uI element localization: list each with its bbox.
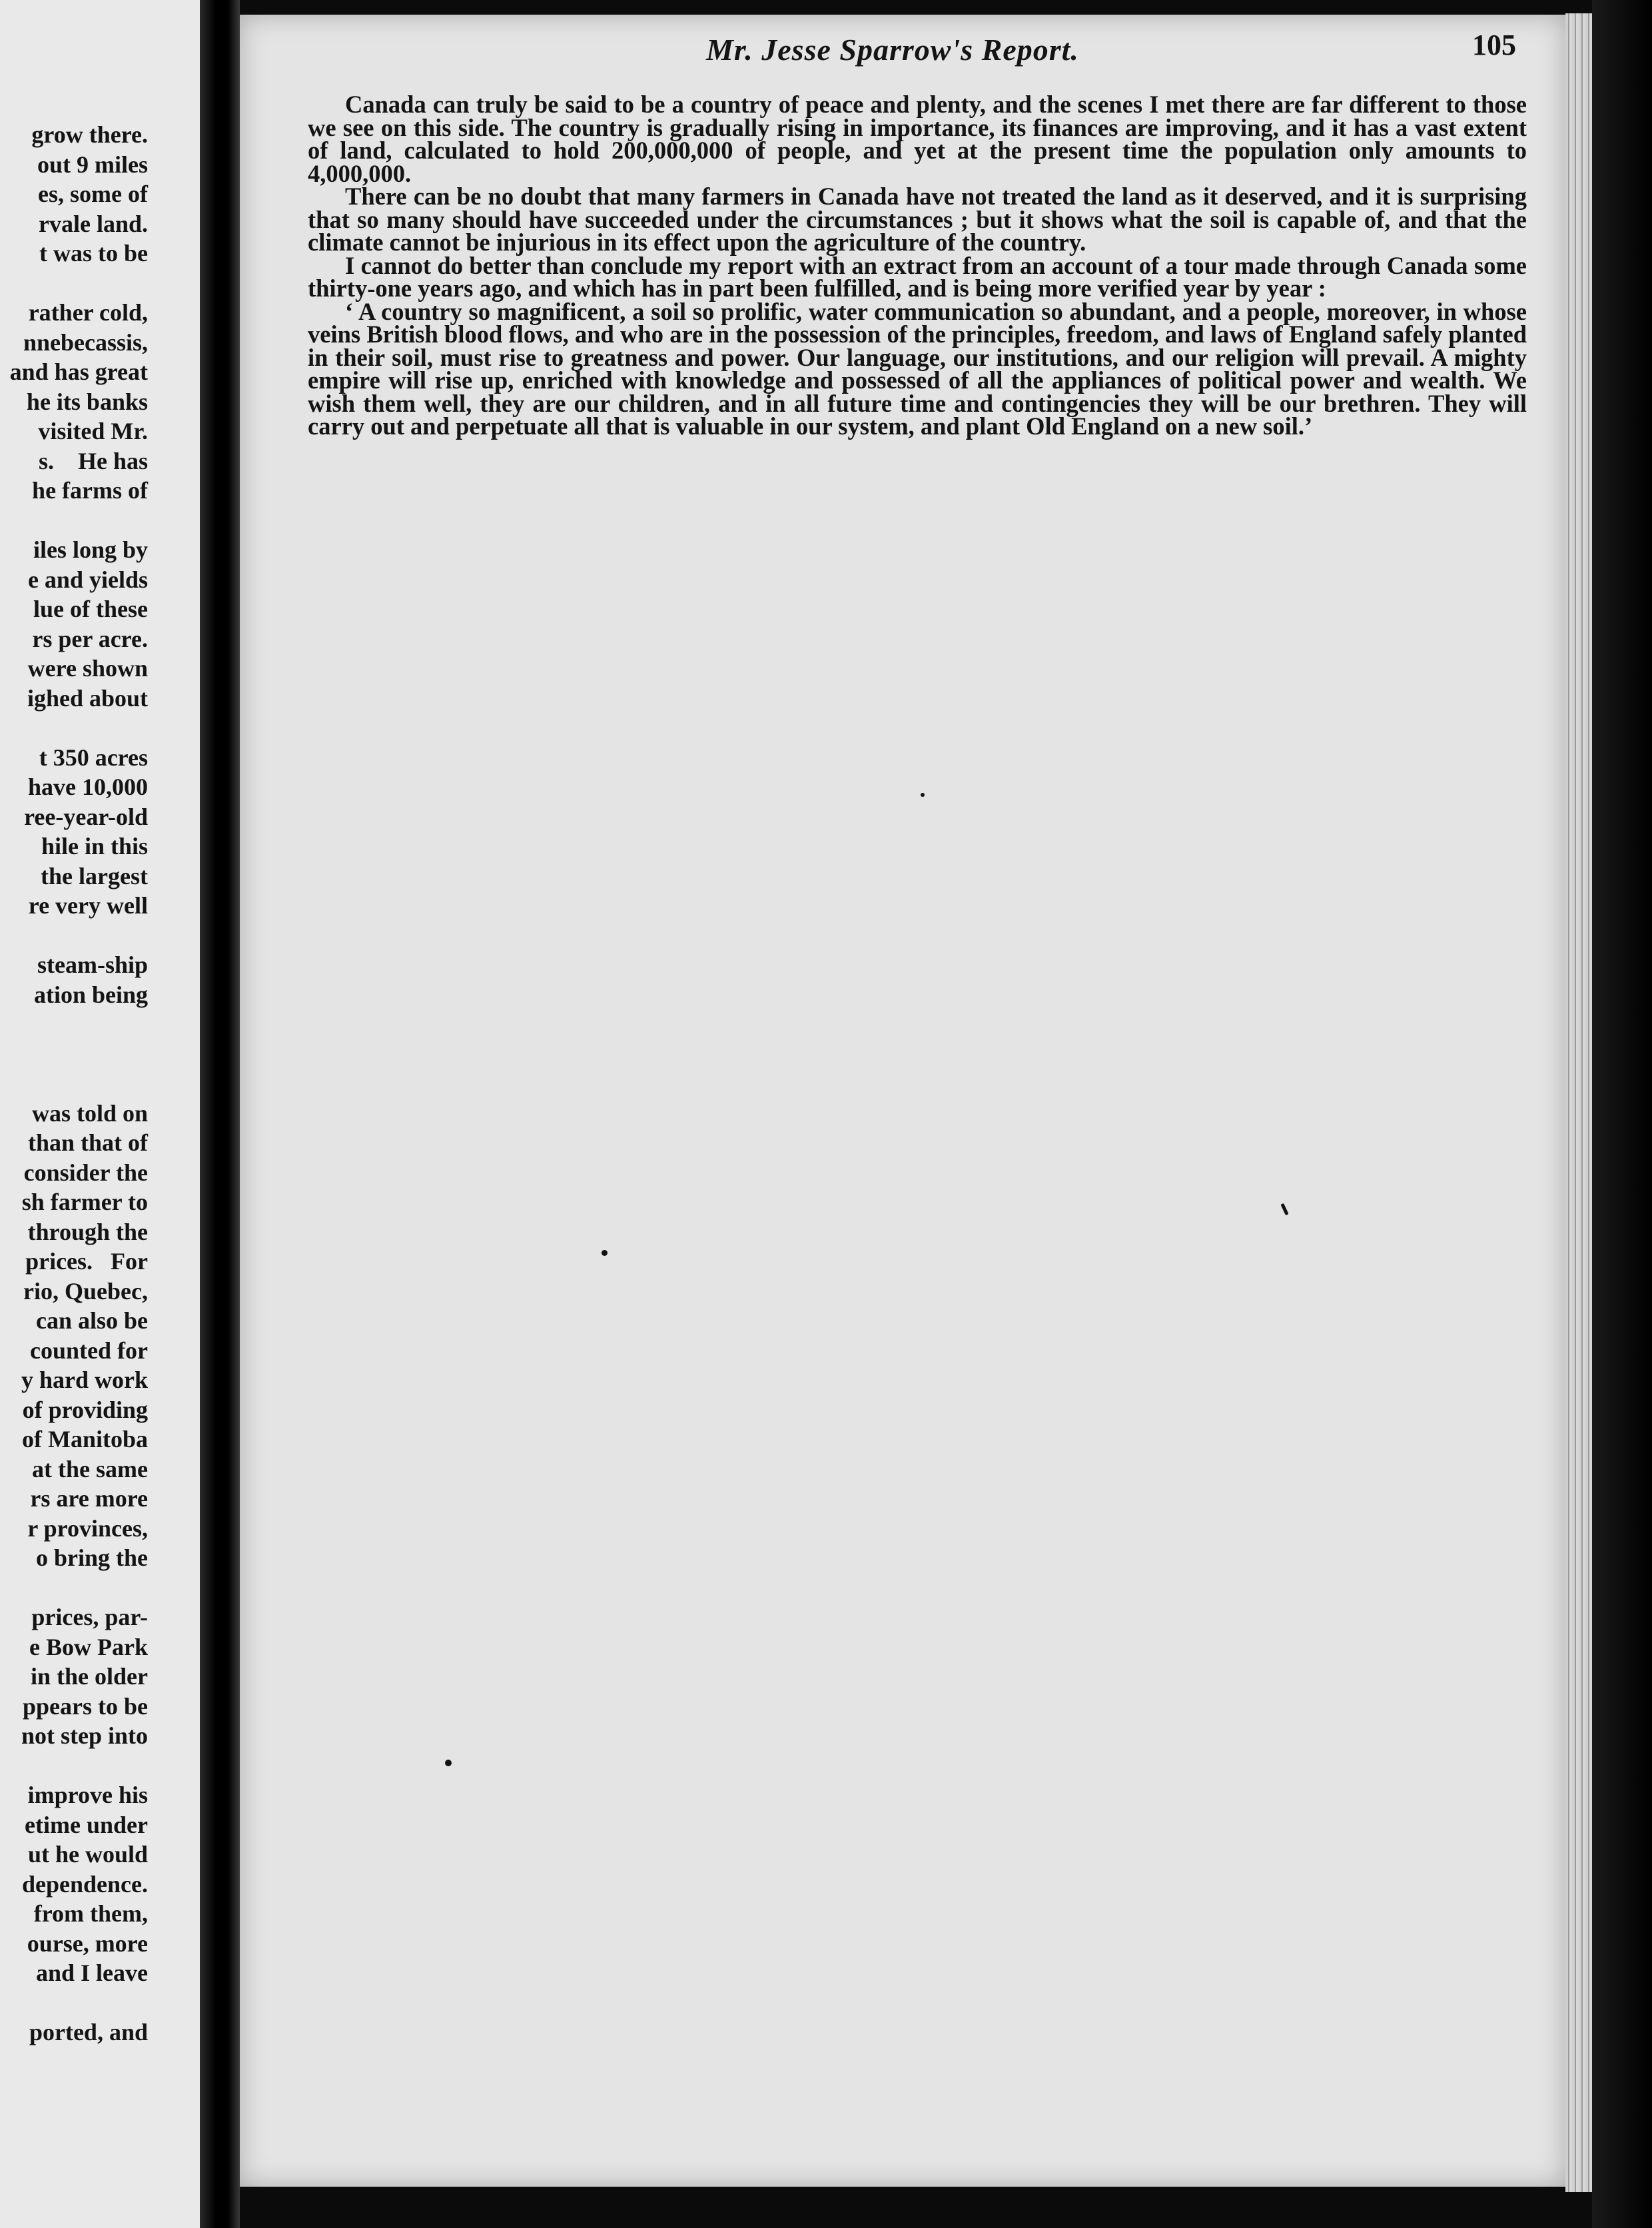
previous-page-line: was told on [31, 1099, 148, 1127]
scan-speck [445, 1760, 452, 1766]
previous-page-line [10, 506, 148, 536]
previous-page-line: nnebecassis, [23, 328, 148, 356]
previous-page-line: he farms of [32, 477, 148, 504]
previous-page-line: ppears to be [23, 1692, 148, 1720]
scan-speck [602, 1250, 608, 1256]
previous-page-line: he its banks [26, 388, 148, 415]
previous-page-line: es, some of [38, 181, 148, 207]
previous-page-line: ported, and [29, 2019, 148, 2045]
previous-page-line [10, 269, 148, 298]
previous-page-line: counted for [30, 1337, 148, 1364]
previous-page-line: ourse, more [27, 1930, 148, 1957]
previous-page-line: were shown [27, 655, 148, 682]
previous-page-line: improve his [27, 1782, 148, 1808]
previous-page-line: e and yields [27, 566, 148, 593]
previous-page-line [10, 1009, 148, 1039]
previous-page-line [10, 713, 148, 743]
previous-page-line [10, 921, 148, 951]
previous-page-line: prices, par- [31, 1604, 148, 1630]
previous-page-line: rio, Quebec, [23, 1277, 148, 1305]
previous-page-line: grow there. [31, 121, 148, 148]
previous-page-line: t 350 acres [39, 744, 148, 771]
previous-page-line: the largest [41, 862, 148, 889]
previous-page-line: rs are more [30, 1485, 148, 1512]
previous-page-line: from them, [33, 1900, 148, 1927]
previous-page-line: than that of [27, 1129, 148, 1156]
body-text [308, 93, 1527, 438]
previous-page-fragment [0, 0, 200, 2228]
previous-page-line: and has great [9, 358, 148, 385]
previous-page-line [10, 1988, 148, 2018]
previous-page-line: rather cold, [28, 299, 148, 326]
previous-page-line: y hard work [21, 1367, 148, 1393]
previous-page-line: of Manitoba [22, 1426, 148, 1452]
previous-page-line: dependence. [22, 1870, 148, 1898]
running-head: Mr. Jesse Sparrow's Report. [706, 33, 1079, 67]
previous-page-text [10, 120, 148, 2047]
previous-page-line: through the [27, 1218, 148, 1245]
page-number: 105 [1472, 29, 1516, 61]
previous-page-line: steam-ship [37, 951, 148, 978]
previous-page-line: sh farmer to [21, 1189, 148, 1215]
previous-page-line: o bring the [35, 1544, 148, 1571]
previous-page-line: in the older [31, 1663, 148, 1690]
book-gutter [200, 0, 240, 2228]
previous-page-line: not step into [21, 1722, 148, 1749]
paragraph: I cannot do better than conclude my report with an extract from an account of a tour made through Canada some thirty-one years ago, and which has in part been fulfilled, and is being more verified year by year : [308, 251, 1527, 302]
previous-page-line: have 10,000 [28, 774, 148, 800]
previous-page-line: iles long by [33, 536, 148, 563]
scan-speck [921, 793, 925, 797]
previous-page-line: rs per acre. [32, 625, 148, 652]
previous-page-line [10, 1573, 148, 1603]
previous-page-line: ree-year-old [24, 803, 148, 830]
previous-page-line: e Bow Park [29, 1633, 148, 1660]
previous-page-line: consider the [23, 1159, 148, 1186]
paragraph: ‘ A country so magnificent, a soil so prolific, water communication so abundant, and a people, moreover, in whose veins British blood flows, and who are in the possession of the principles, freedom, and laws of England safely planted in their soil, must rise to greatness and power. Our language, our institutions, and our religion will prevail. A mighty empire will rise up, enriched with knowledge and possessed of all the appliances of political power and wealth. We wish them well, they are our children, and in all future time and contingencies they will be our brethren. They will carry out and perpetuate all that is valuable in our system, and plant Old England on a new soil.’ [308, 297, 1527, 440]
previous-page-line: at the same [32, 1455, 148, 1482]
previous-page-line: ut he would [27, 1841, 148, 1868]
previous-page-line [10, 1039, 148, 1069]
previous-page-line: and I leave [35, 1959, 148, 1986]
previous-page-line: can also be [35, 1307, 148, 1334]
previous-page-line: hile in this [41, 833, 148, 859]
previous-page-line: t was to be [39, 240, 148, 267]
previous-page-line [10, 1751, 148, 1781]
previous-page-line: lue of these [33, 596, 148, 622]
previous-page-line: of providing [22, 1396, 148, 1423]
paragraph: Canada can truly be said to be a country of peace and plenty, and the scenes I met there are far different to those we see on this side. The country is gradually rising in importance, its finances are improving, and it has a vast extent of land, calculated to hold 200,000,000 of people, and yet at the present time the population only amounts to 4,000,000. [308, 91, 1527, 187]
previous-page-line: out 9 miles [37, 151, 148, 178]
page-edges [1565, 13, 1592, 2192]
previous-page-line: prices. For [25, 1248, 148, 1275]
previous-page-line: s. He has [38, 447, 148, 474]
previous-page-line: etime under [25, 1811, 148, 1838]
previous-page-line: rvale land. [38, 210, 148, 237]
previous-page-line: ighed about [27, 684, 148, 712]
previous-page-line: ation being [33, 981, 148, 1008]
previous-page-line: visited Mr. [38, 418, 148, 444]
previous-page-line: r provinces, [27, 1514, 148, 1542]
previous-page-line: re very well [28, 892, 148, 919]
previous-page-line [10, 1069, 148, 1099]
scan-border [1592, 0, 1652, 2228]
paragraph: There can be no doubt that many farmers in Canada have not treated the land as it deserved, and it is surprising that so many should have succeeded under the circumstances ; but it shows what the soil is capable of, and that the climate cannot be injurious in its effect upon the agriculture of the country. [308, 183, 1527, 256]
